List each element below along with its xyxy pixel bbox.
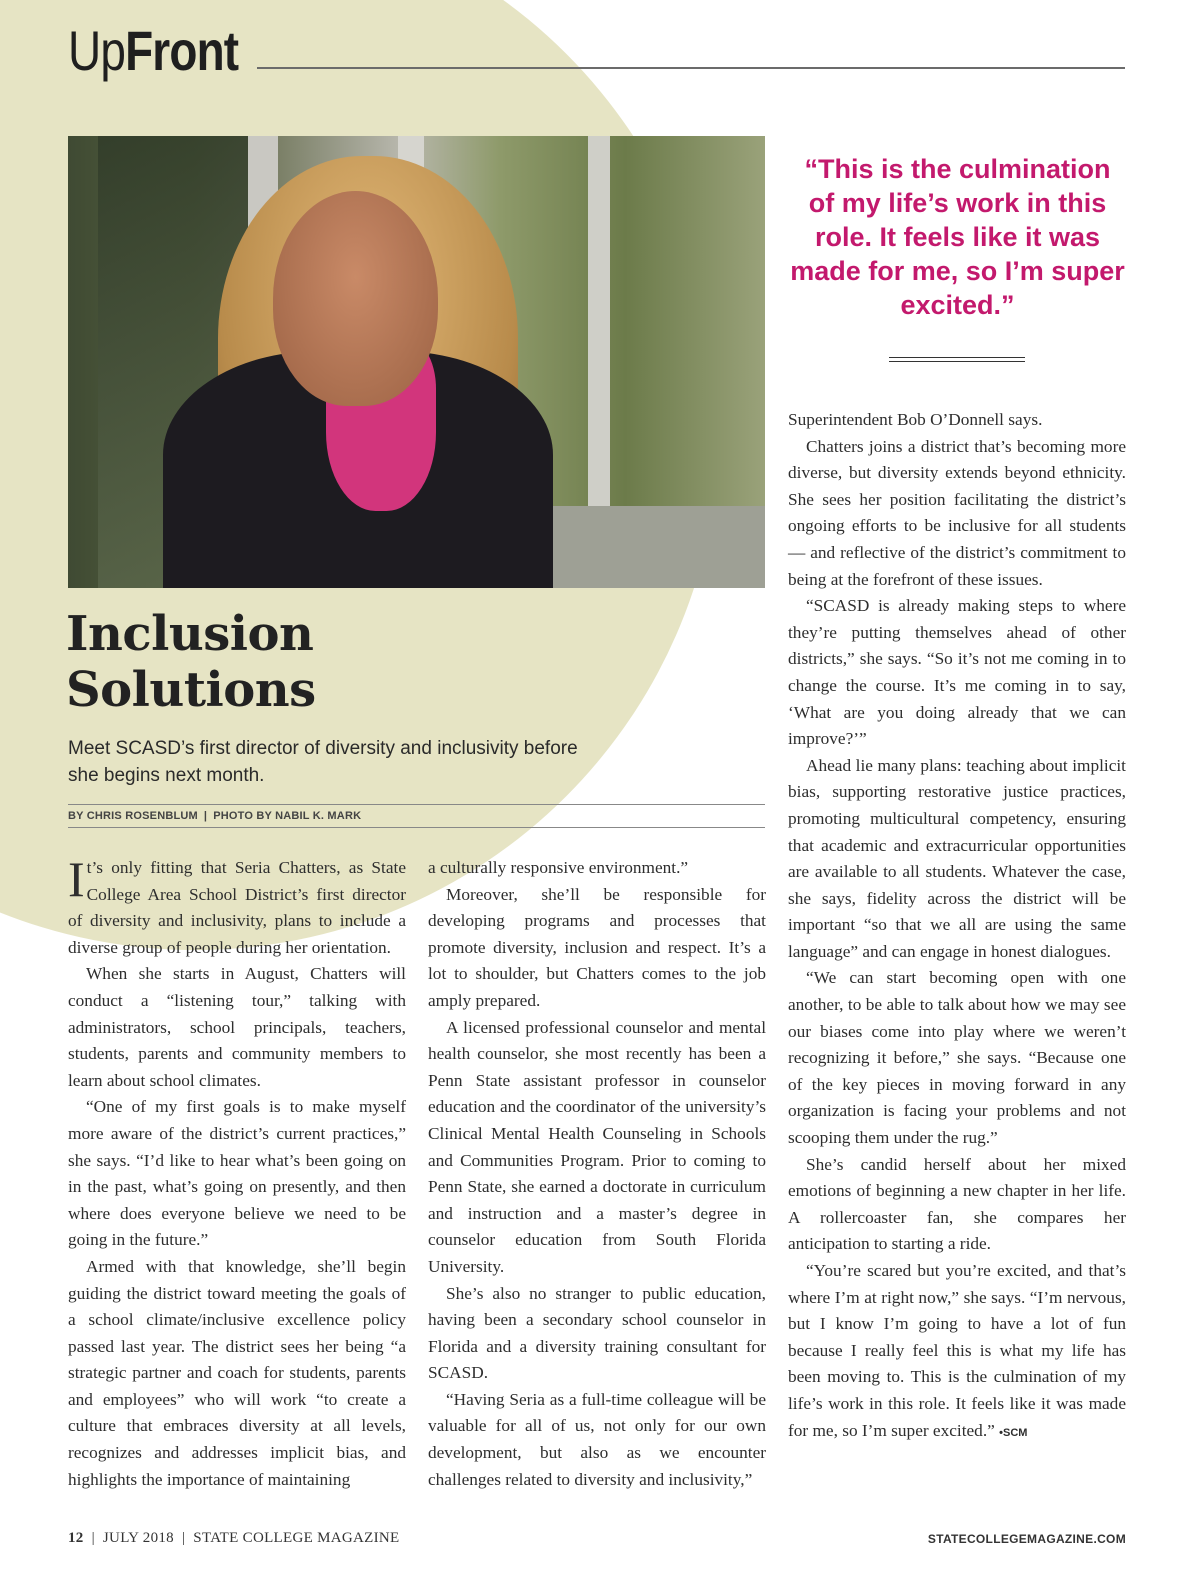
footer-separator: | [181,1530,186,1546]
body-column-3 [788,407,1126,1446]
byline-photographer: PHOTO BY NABIL K. MARK [213,810,362,822]
section-label-front: Front [125,19,239,82]
pull-quote-rule [889,357,1025,362]
header-rule [257,67,1125,69]
body-paragraph: Armed with that knowledge, she’ll begin guiding the district toward meeting the goals of a school climate/inclusive excellence policy passed last year. The district sees her being “a strategic partner and coach for students, parents and employees” who will work “to create a culture that embraces diversity at all levels, recognizes and addresses implicit bias, and highlights the importance of maintaining [68,1256,406,1489]
page-number: 12 [68,1530,84,1546]
body-column-2 [428,855,766,1493]
photo-subject-face [273,191,438,406]
body-paragraph: “SCASD is already making steps to where they’re putting themselves ahead of other districts,” she says. “So it’s not me coming in to change the course. It’s me coming in to say, ‘What are you doing already that we can improve?’” [788,596,1126,749]
magazine-name: STATE COLLEGE MAGAZINE [193,1530,400,1546]
body-paragraph: “Having Seria as a full-time colleague will be valuable for all of us, not only for our own development, but also as we encounter challenges related to diversity and inclusivity,” [428,1389,766,1489]
body-paragraph [788,1258,1126,1446]
byline-rule-bottom [68,827,765,828]
drop-cap: I [68,851,85,907]
byline-separator: | [203,810,208,822]
body-paragraph: She’s also no stranger to public education, having been a secondary school counselor in Florida and a diversity training consultant for SCASD. [428,1283,766,1383]
issue-date: JULY 2018 [102,1530,174,1546]
website-url[interactable]: STATECOLLEGEMAGAZINE.COM [927,1532,1126,1546]
page-footer-left [68,1530,400,1547]
pull-quote: “This is the culmination of my life’s work in this role. It feels like it was made for me, so I’m super excited.” [790,154,1125,320]
body-paragraph: She’s candid herself about her mixed emotions of beginning a new chapter in her life. A rollercoaster fan, she compares her anticipation to starting a ride. [788,1154,1126,1254]
article-subhead: Meet SCASD’s first director of diversity and inclusivity before she begins next month. [68,738,578,786]
body-paragraph: A licensed professional counselor and mental health counselor, she most recently has been a Penn State assistant professor in counselor education and the coordinator of the university’s Clinical Mental Health Counseling in Schools and Communities Program. Prior to coming to Penn State, she earned a doctorate in curriculum and instruction and a master’s degree in counselor education from South Florida University. [428,1017,766,1276]
body-paragraph: Superintendent Bob O’Donnell says. [788,410,1043,429]
headline-line-2: Solutions [66,662,316,718]
byline [68,809,361,823]
paragraph-text: t’s only fitting that Seria Chatters, as State College Area School District’s first director of diversity and inclusivity, plans to include a diverse group of people during her orientation. [68,858,406,957]
body-paragraph: Chatters joins a district that’s becoming more diverse, but diversity extends beyond ethnicity. She sees her position facilitating the district’s ongoing efforts to be inclusive for all students — and reflective of the district’s commitment to being at the forefront of these issues. [788,436,1126,589]
byline-rule-top [68,804,765,805]
portrait-photo [68,136,765,588]
section-label-up: Up [68,19,126,82]
body-paragraph: When she starts in August, Chatters will conduct a “listening tour,” talking with administrators, school principals, teachers, students, parents and community members to learn about school climates. [68,964,406,1090]
body-paragraph: “One of my first goals is to make myself more aware of the district’s current practices,” she says. “I’d like to hear what’s been going on in the past, what’s going on presently, and then where does everyone believe we need to be going in the future.” [68,1097,406,1250]
footer-separator: | [91,1530,95,1546]
body-paragraph: a culturally responsive environment.” [428,858,689,877]
paragraph-text: “You’re scared but you’re excited, and that’s where I’m at right now,” she says. “I’m nervous, but I know I’m going to have a lot of fun because I really feel this is what my life has been moving to. This is the culmination of my life’s work in this role. It feels like it was made for me, so I’m super excited.” [788,1261,1126,1440]
article-headline [66,606,706,718]
section-label [68,20,238,82]
body-paragraph: Moreover, she’ll be responsible for developing programs and processes that promote diversity, inclusion and respect. It’s a lot to shoulder, but Chatters comes to the job amply prepared. [428,884,766,1010]
byline-author: BY CHRIS ROSENBLUM [68,810,198,822]
end-mark: •SCM [999,1426,1028,1439]
headline-line-1: Inclusion [66,606,314,662]
body-paragraph [68,851,406,961]
body-paragraph: “We can start becoming open with one another, to be able to talk about how we may see our biases come into play where we weren’t recognizing it before,” she says. “Because one of the key pieces in moving forward in any organization is facing your problems and not scooping them under the rug.” [788,968,1126,1148]
body-paragraph: Ahead lie many plans: teaching about implicit bias, supporting restorative justice practices, promoting multicultural competency, ensuring that academic and extracurricular opportunities are available to all students. Whatever the case, she says, fidelity across the district will be important “so that we all are using the same language” and can engage in honest dialogues. [788,755,1126,961]
body-column-1 [68,851,406,1493]
